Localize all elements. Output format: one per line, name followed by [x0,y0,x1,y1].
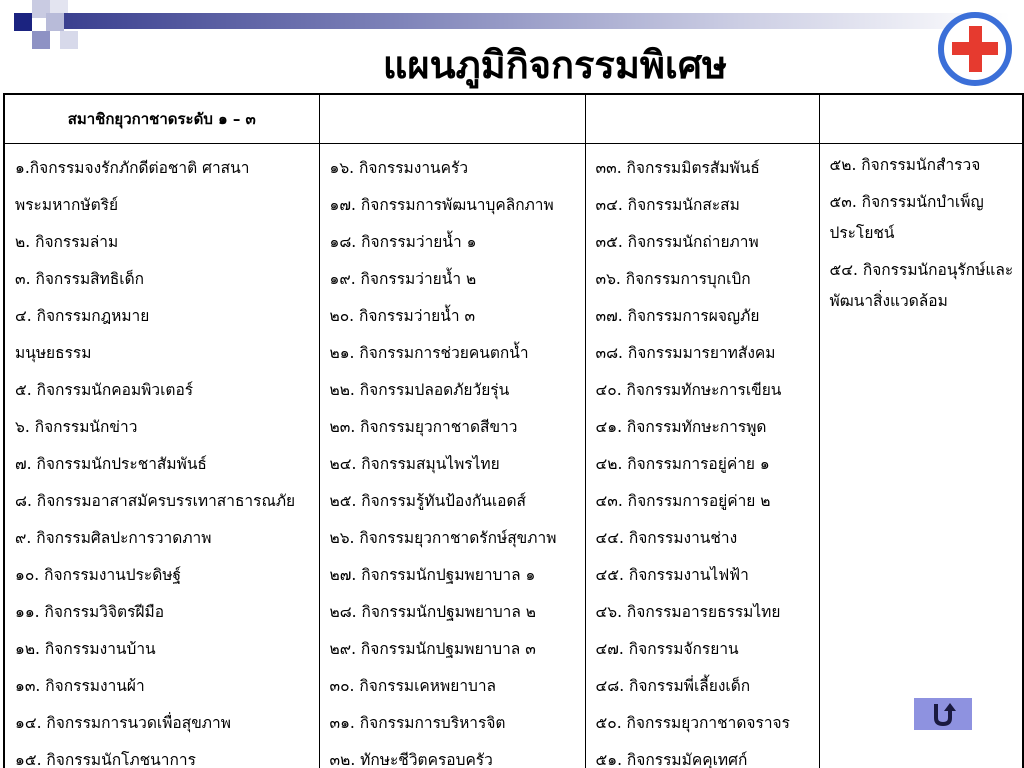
list-item: ๔๐. กิจกรรมทักษะการเขียน [595,381,782,399]
list-item: ๑๒. กิจกรรมงานบ้าน [15,640,156,658]
table-body-row [4,144,1023,768]
activity-list [320,144,585,768]
table-header-cell [585,94,819,144]
list-item: ๑๘. กิจกรรมว่ายน้ำ ๑ [329,233,477,251]
list-item: ๙. กิจกรรมศิลปะการวาดภาพ [15,529,212,547]
list-item: ๔๑. กิจกรรมทักษะการพูด [595,418,767,436]
list-item: ๕๐. กิจกรรมยุวกาชาดจราจร [595,714,790,732]
list-item: ๒๘. กิจกรรมนักปฐมพยาบาล ๒ [329,603,537,621]
activity-column-4 [819,144,1023,768]
table-header-cell [819,94,1023,144]
list-item: ๒๔. กิจกรรมสมุนไพรไทย [329,455,500,473]
list-item: ๔๗. กิจกรรมจักรยาน [595,640,739,658]
list-item: ๑๕. กิจกรรมนักโภชนาการ [15,751,196,768]
red-cross-icon[interactable] [936,10,1014,88]
list-item: ๒๑. กิจกรรมการช่วยคนตกน้ำ [329,344,529,362]
list-item: ๓๘. กิจกรรมมารยาทสังคม [595,344,776,362]
table-header-cell [4,94,319,144]
list-item: ๔๖. กิจกรรมอารยธรรมไทย [595,603,781,621]
header-label: สมาชิกยุวกาชาดระดับ ๑ – ๓ [67,110,256,128]
table-header-cell [319,94,585,144]
list-item: ๔๔. กิจกรรมงานช่าง [595,529,738,547]
decorative-gradient-bar [60,13,1010,29]
list-item: มนุษยธรรม [15,344,92,362]
list-item: ๒. กิจกรรมล่าม [15,233,119,251]
list-item: ๔๒. กิจกรรมการอยู่ค่าย ๑ [595,455,770,473]
back-button[interactable] [914,698,972,730]
list-item: ๓๕. กิจกรรมนักถ่ายภาพ [595,233,759,251]
list-item: ๓๓. กิจกรรมมิตรสัมพันธ์ [595,159,760,177]
list-item: ๓๖. กิจกรรมการบุกเบิก [595,270,751,288]
list-item: ๕๔. กิจกรรมนักอนุรักษ์และพัฒนาสิ่งแวดล้อม [829,261,1014,310]
list-item: ๒๗. กิจกรรมนักปฐมพยาบาล ๑ [329,566,536,584]
list-item: ๕๒. กิจกรรมนักสำรวจ [829,156,981,174]
list-item: ๒๖. กิจกรรมยุวกาชาดรักษ์สุขภาพ [329,529,557,547]
list-item: ๓๐. กิจกรรมเคหพยาบาล [329,677,497,695]
activity-list [586,144,819,768]
list-item: ๓๗. กิจกรรมการผจญภัย [595,307,760,325]
list-item: ๓๒. ทักษะชีวิตครอบครัว [329,751,493,768]
list-item: ๔๕. กิจกรรมงานไฟฟ้า [595,566,749,584]
list-item: ๑๙. กิจกรรมว่ายน้ำ ๒ [329,270,477,288]
list-item: ๑๔. กิจกรรมการนวดเพื่อสุขภาพ [15,714,231,732]
list-item: ๒๐. กิจกรรมว่ายน้ำ ๓ [329,307,476,325]
list-item: ๓. กิจกรรมสิทธิเด็ก [15,270,145,288]
list-item: ๓๔. กิจกรรมนักสะสม [595,196,740,214]
list-item: พระมหากษัตริย์ [15,196,119,214]
activity-table [3,93,1024,768]
list-item: ๑.กิจกรรมจงรักภักดีต่อชาติ ศาสนา [15,159,250,177]
activity-column-3 [585,144,819,768]
list-item: ๑๖. กิจกรรมงานครัว [329,159,469,177]
decorative-square [46,13,64,31]
page-title: แผนภูมิกิจกรรมพิเศษ [382,43,728,87]
list-item: ๕๓. กิจกรรมนักบำเพ็ญประโยชน์ [829,193,984,242]
list-item: ๒๓. กิจกรรมยุวกาชาดสีขาว [329,418,518,436]
list-item: ๖. กิจกรรมนักข่าว [15,418,138,436]
activity-column-1 [4,144,319,768]
table-header-row [4,94,1023,144]
return-arrow-icon [914,698,972,730]
list-item: ๒๒. กิจกรรมปลอดภัยวัยรุ่น [329,381,510,399]
list-item: ๗. กิจกรรมนักประชาสัมพันธ์ [15,455,207,473]
list-item: ๔. กิจกรรมกฎหมาย [15,307,150,325]
list-item: ๕๑. กิจกรรมมัคคุเทศก์ [595,751,748,768]
decorative-square [14,13,32,31]
list-item: ๔๘. กิจกรรมพี่เลี้ยงเด็ก [595,677,751,695]
list-item: ๑๑. กิจกรรมวิจิตรฝีมือ [15,603,165,621]
list-item: ๔๓. กิจกรรมการอยู่ค่าย ๒ [595,492,771,510]
list-item: ๑๐. กิจกรรมงานประดิษฐ์ [15,566,182,584]
list-item: ๘. กิจกรรมอาสาสมัครบรรเทาสาธารณภัย [15,492,296,510]
activity-list [5,144,319,768]
list-item: ๑๗. กิจกรรมการพัฒนาบุคลิกภาพ [329,196,554,214]
list-item: ๒๙. กิจกรรมนักปฐมพยาบาล ๓ [329,640,536,658]
list-item: ๒๕. กิจกรรมรู้ทันป้องกันเอดส์ [329,492,526,510]
list-item: ๕. กิจกรรมนักคอมพิวเตอร์ [15,381,194,399]
list-item: ๓๑. กิจกรรมการบริหารจิต [329,714,506,732]
list-item: ๑๓. กิจกรรมงานผ้า [15,677,145,695]
activity-list [820,144,1023,317]
activity-column-2 [319,144,585,768]
